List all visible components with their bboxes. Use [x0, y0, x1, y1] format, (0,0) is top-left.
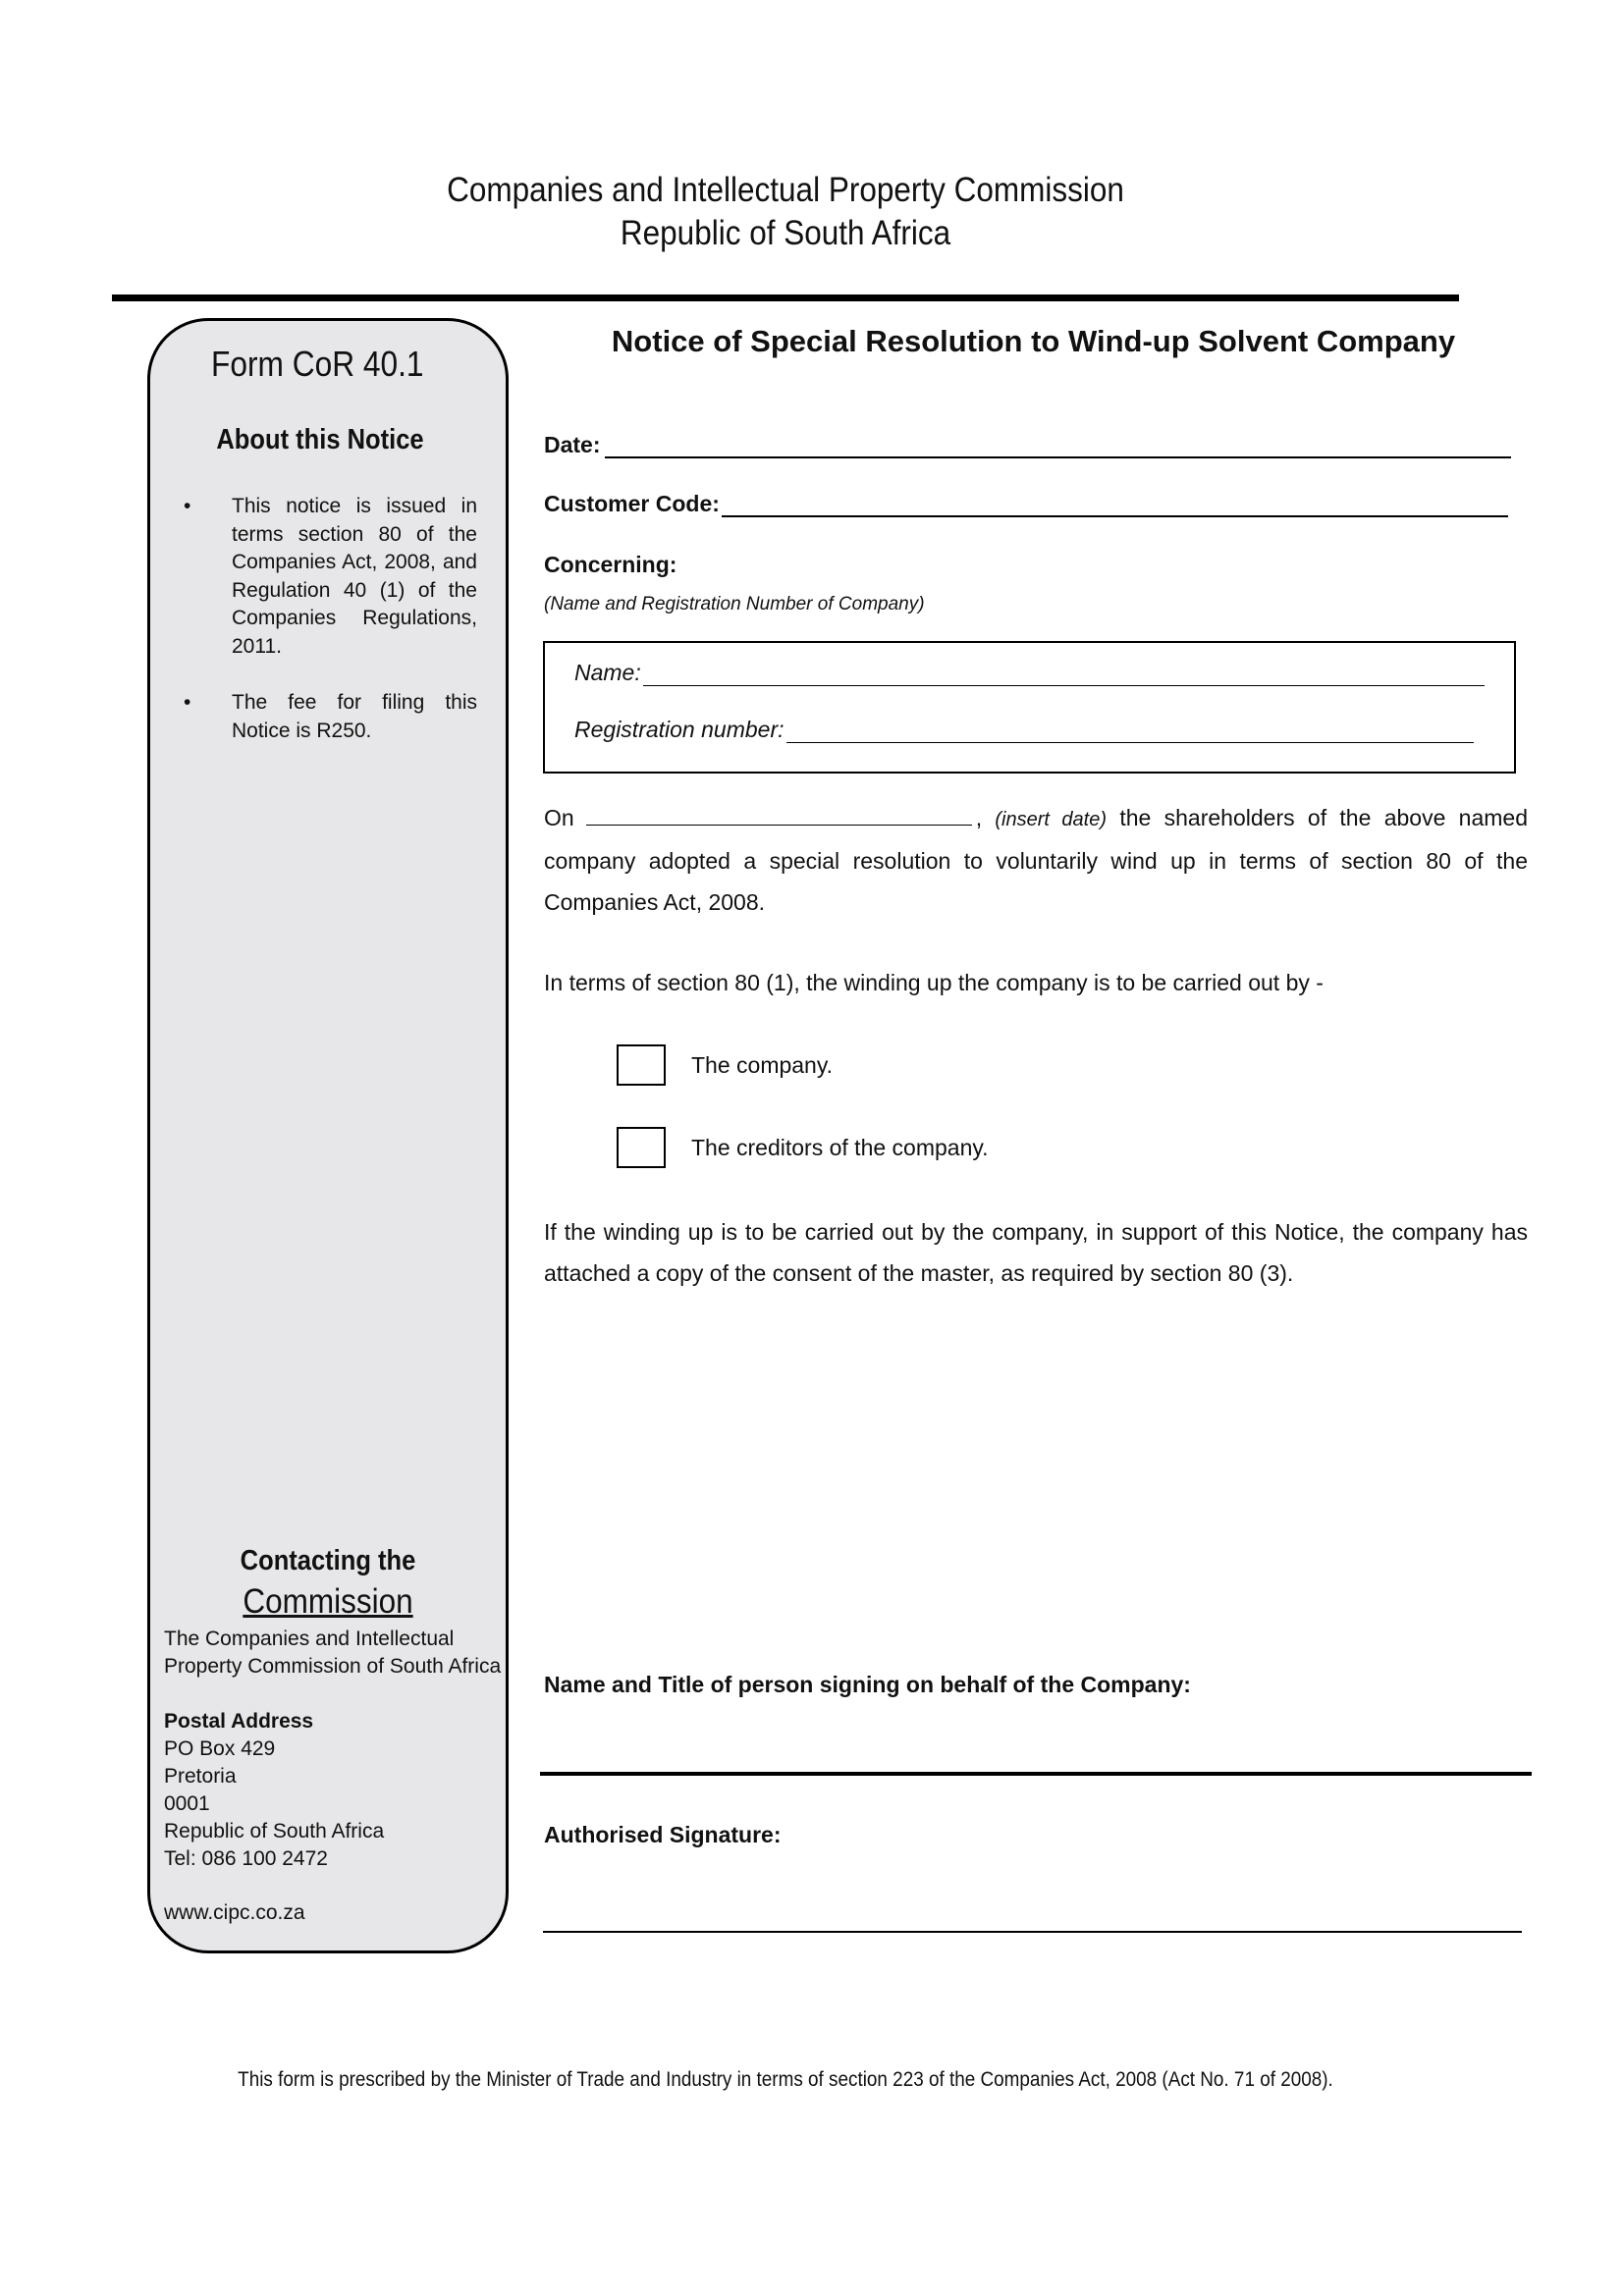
- website-link[interactable]: www.cipc.co.za: [164, 1901, 305, 1924]
- signature-label: Authorised Signature:: [544, 1822, 782, 1847]
- header-divider: [112, 294, 1459, 301]
- about-notes-list: [177, 493, 477, 774]
- telephone: Tel: 086 100 2472: [164, 1847, 328, 1870]
- postal-address-line: PO Box 429: [164, 1737, 276, 1760]
- postal-address-heading: Postal Address: [164, 1710, 314, 1733]
- concerning-label: Concerning:: [544, 552, 677, 577]
- option-company-label: The company.: [691, 1051, 834, 1078]
- about-heading: About this Notice: [216, 424, 424, 455]
- date-field[interactable]: [605, 435, 1511, 458]
- creditors-checkbox[interactable]: [617, 1127, 666, 1168]
- option-company-row: [617, 1044, 833, 1086]
- registration-number-field[interactable]: [786, 721, 1474, 743]
- country-name: Republic of South Africa: [620, 214, 951, 252]
- option-creditors-label: The creditors of the company.: [691, 1134, 989, 1160]
- consent-paragraph: If the winding up is to be carried out by the company, in support of this Notice, the company has attached a copy of the consent of the master, as required by section 80 (3).: [544, 1219, 1528, 1286]
- resolution-text: the shareholders of the above named company adopted a special resolution to voluntarily wind up in terms of section 80 of the Companies Act, 2008.: [544, 805, 1528, 915]
- resolution-on: On: [544, 805, 574, 830]
- registration-row: [574, 717, 1474, 743]
- resolution-paragraph: On , (insert date) the shareholders of the above named company adopted a special resolution to voluntarily wind up in terms of section 80 of the Companies Act, 2008.: [544, 805, 1528, 915]
- company-name-row: [574, 660, 1485, 686]
- commission-fullname-line: Property Commission of South Africa: [164, 1655, 502, 1678]
- about-note-item: • This notice is issued in terms section 80 of the Companies Act, 2008, and Regulation 40 (1) of the Companies Regulations, 2011.: [177, 493, 477, 661]
- insert-date-hint: (insert date): [995, 809, 1108, 830]
- footer-note: This form is prescribed by the Minister of Trade and Industry in terms of section 223 of the Companies Act, 2008 (Act No. 71 of 2008).: [238, 2068, 1333, 2091]
- winding-intro: In terms of section 80 (1), the winding up the company is to be carried out by -: [544, 970, 1324, 995]
- resolution-date-field[interactable]: [586, 805, 972, 826]
- form-title: Notice of Special Resolution to Wind-up Solvent Company: [611, 324, 1456, 358]
- about-note-item: • The fee for filing this Notice is R250.: [177, 689, 477, 745]
- signer-name-label: Name and Title of person signing on behalf of the Company:: [544, 1672, 1191, 1697]
- commission-fullname-line: The Companies and Intellectual: [164, 1628, 455, 1650]
- contact-heading: Contacting the: [240, 1545, 416, 1576]
- customer-code-field[interactable]: [722, 494, 1508, 517]
- form-number: Form CoR 40.1: [211, 344, 424, 384]
- date-field-row: [544, 432, 1511, 458]
- company-checkbox[interactable]: [617, 1044, 666, 1086]
- signature-field[interactable]: [543, 1931, 1522, 1933]
- postal-address-line: Republic of South Africa: [164, 1820, 385, 1842]
- contact-heading-commission: Commission: [243, 1582, 413, 1621]
- concerning-hint: (Name and Registration Number of Company): [544, 594, 925, 614]
- customer-code-row: [544, 491, 1508, 517]
- registration-number-label: Registration number:: [574, 717, 784, 742]
- signer-name-field[interactable]: [540, 1772, 1532, 1776]
- commission-name: Companies and Intellectual Property Commission: [447, 171, 1124, 209]
- option-creditors-row: [617, 1127, 989, 1168]
- contact-details: [164, 1626, 503, 1927]
- company-name-label: Name:: [574, 660, 641, 685]
- postal-address-line: 0001: [164, 1792, 210, 1815]
- date-label: Date:: [544, 432, 601, 457]
- postal-address-line: Pretoria: [164, 1765, 237, 1788]
- company-name-field[interactable]: [643, 664, 1485, 686]
- page-header: [0, 169, 1571, 255]
- customer-code-label: Customer Code:: [544, 491, 720, 516]
